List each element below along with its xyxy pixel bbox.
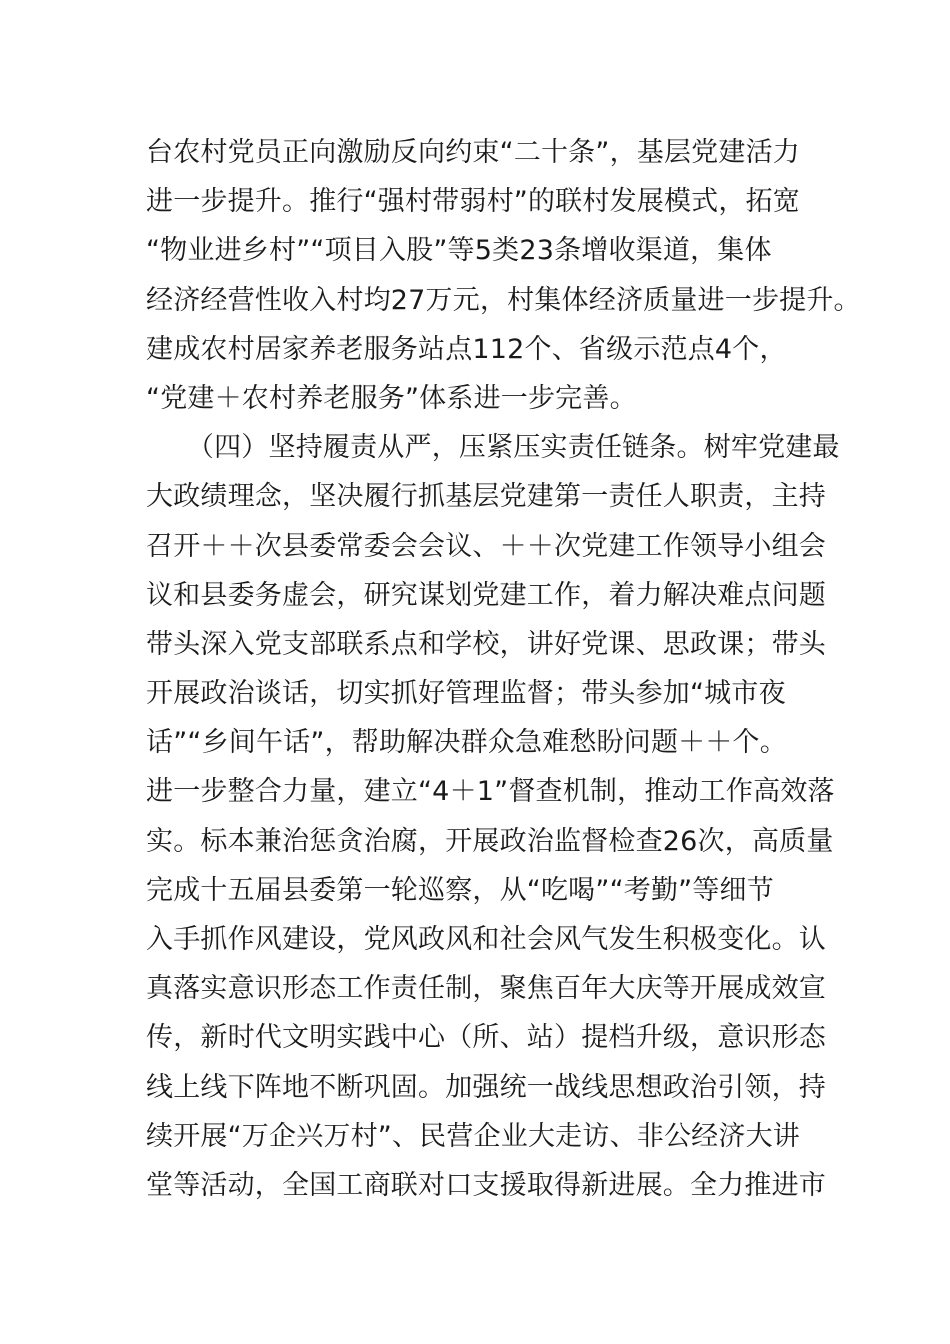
text-line: 议和县委务虚会，研究谋划党建工作，着力解决难点问题 (146, 579, 826, 611)
text-line: 召开＋＋次县委常委会会议、＋＋次党建工作领导小组会 (146, 530, 826, 562)
text-line: （四）坚持履责从严，压紧压实责任链条。树牢党建最 (146, 432, 840, 464)
text-line: 开展政治谈话，切实抓好管理监督；带头参加“城市夜 (146, 678, 786, 710)
text-line: 续开展“万企兴万村”、民营企业大走访、非公经济大讲 (146, 1120, 800, 1152)
text-line: 真落实意识形态工作责任制，聚焦百年大庆等开展成效宣 (146, 973, 826, 1005)
text-line: 经济经营性收入村均27万元，村集体经济质量进一步提升。 (146, 284, 861, 316)
text-line: 大政绩理念，坚决履行抓基层党建第一责任人职责，主持 (146, 481, 826, 513)
document-body (146, 128, 861, 1210)
text-line: 进一步提升。推行“强村带弱村”的联村发展模式，拓宽 (146, 186, 800, 218)
text-line: 实。标本兼治惩贪治腐，开展政治监督检查26次，高质量 (146, 825, 834, 857)
text-line: 进一步整合力量，建立“4＋1”督查机制，推动工作高效落 (146, 776, 835, 808)
text-line: 入手抓作风建设，党风政风和社会风气发生积极变化。认 (146, 924, 826, 955)
text-line: 堂等活动，全国工商联对口支援取得新进展。全力推进市 (146, 1169, 826, 1201)
text-line: 传，新时代文明实践中心（所、站）提档升级，意识形态 (146, 1022, 826, 1054)
text-line: 线上线下阵地不断巩固。加强统一战线思想政治引领，持 (146, 1071, 826, 1103)
text-line: 话”“乡间午话”，帮助解决群众急难愁盼问题＋＋个。 (146, 727, 787, 759)
text-line: 完成十五届县委第一轮巡察，从“吃喝”“考勤”等细节 (146, 874, 774, 906)
text-line: 台农村党员正向激励反向约束“二十条”，基层党建活力 (146, 137, 800, 168)
text-line: 带头深入党支部联系点和学校，讲好党课、思政课；带头 (146, 628, 826, 660)
text-line: 建成农村居家养老服务站点112个、省级示范点4个， (146, 333, 787, 365)
text-line: “党建＋农村养老服务”体系进一步完善。 (146, 382, 637, 414)
text-line: “物业进乡村”“项目入股”等5类23条增收渠道，集体 (146, 235, 772, 267)
